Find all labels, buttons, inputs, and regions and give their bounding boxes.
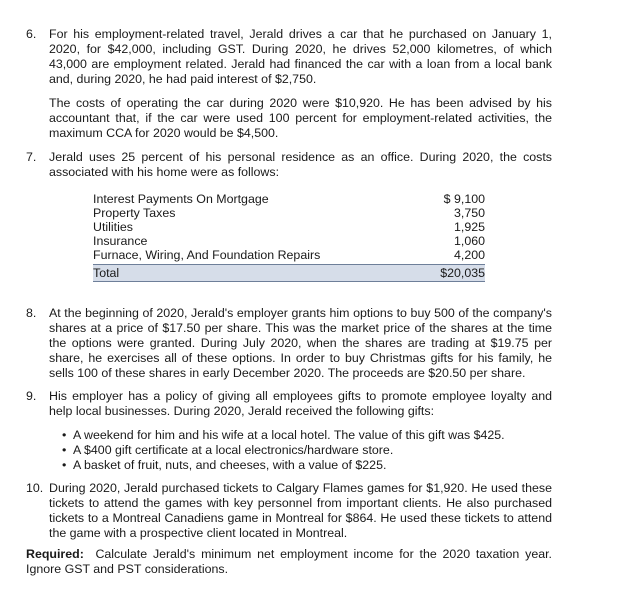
row-value: 4,200 [453, 248, 485, 262]
q6-paragraph-1: For his employment-related travel, Jerald drives a car that he purchased on January 1, 2020, for $42,000, including GST. During 2020, he drives 52,000 kilometres, of which 43,000 are employment related. Jerald had financed the car with a loan from a local bank and, during 2020, he had paid interest of $2,750. [49, 27, 552, 86]
q7-paragraph: Jerald uses 25 percent of his personal residence as an office. During 2020, the costs associated with his home were as follows: [49, 150, 552, 179]
table-row [93, 206, 485, 220]
q10-paragraph: During 2020, Jerald purchased tickets to Calgary Flames games for $1,920. He used these tickets to attend the games with key personnel from important clients. He also purchased tickets to a Montreal Canadiens game in Montreal for $864. He used these tickets to attend the game with a prospective client located in Montreal. [49, 481, 552, 540]
row-label: Interest Payments On Mortgage [93, 192, 269, 206]
q6-number: 6. [26, 27, 37, 41]
q9-paragraph: His employer has a policy of giving all employees gifts to promote employee loyalty and help local businesses. During 2020, Jerald received the following gifts: [49, 389, 552, 418]
row-label: Furnace, Wiring, And Foundation Repairs [93, 248, 321, 262]
row-label: Utilities [93, 220, 133, 234]
home-costs-table [93, 192, 485, 282]
required-paragraph [26, 547, 552, 577]
table-row [93, 192, 485, 206]
bullet-icon: • [62, 458, 67, 472]
q8-number: 8. [26, 306, 37, 320]
total-label: Total [93, 266, 120, 280]
gift-list-item [62, 458, 386, 473]
table-total-row [93, 264, 485, 282]
row-label: Insurance [93, 234, 148, 248]
gift-text: A basket of fruit, nuts, and cheeses, with a value of $225. [73, 458, 387, 472]
table-row [93, 220, 485, 234]
row-value: 1,925 [453, 220, 485, 234]
row-label: Property Taxes [93, 206, 176, 220]
total-value: $20,035 [440, 266, 485, 280]
table-row [93, 248, 485, 262]
row-value: 1,060 [453, 234, 485, 248]
bullet-icon: • [62, 443, 67, 457]
gift-list-item [62, 428, 505, 443]
q8-paragraph: At the beginning of 2020, Jerald's employer grants him options to buy 500 of the company's shares at a price of $17.50 per share. This was the market price of the shares at the time the options were granted. During July 2020, when the shares are trading at $19.75 per share, he exercises all of these options. In order to buy Christmas gifts for his family, he sells 100 of these shares in early December 2020. The proceeds are $20.50 per share. [49, 306, 552, 380]
bullet-icon: • [62, 428, 67, 442]
gift-text: A $400 gift certificate at a local electronics/hardware store. [73, 443, 394, 457]
gift-text: A weekend for him and his wife at a local hotel. The value of this gift was $425. [73, 428, 505, 442]
required-label: Required: [26, 547, 84, 561]
q9-number: 9. [26, 389, 37, 403]
table-row [93, 234, 485, 248]
row-value: 3,750 [453, 206, 485, 220]
q10-number: 10. [26, 481, 44, 495]
required-text: Calculate Jerald's minimum net employment income for the 2020 taxation year. Ignore GST and PST considerations. [26, 547, 552, 576]
q6-paragraph-2: The costs of operating the car during 2020 were $10,920. He has been advised by his accountant that, if the car were used 100 percent for employment-related activities, the maximum CCA for 2020 would be $4,500. [49, 96, 552, 140]
q7-number: 7. [26, 150, 37, 164]
row-value: $ 9,100 [443, 192, 485, 206]
gift-list-item [62, 443, 393, 458]
